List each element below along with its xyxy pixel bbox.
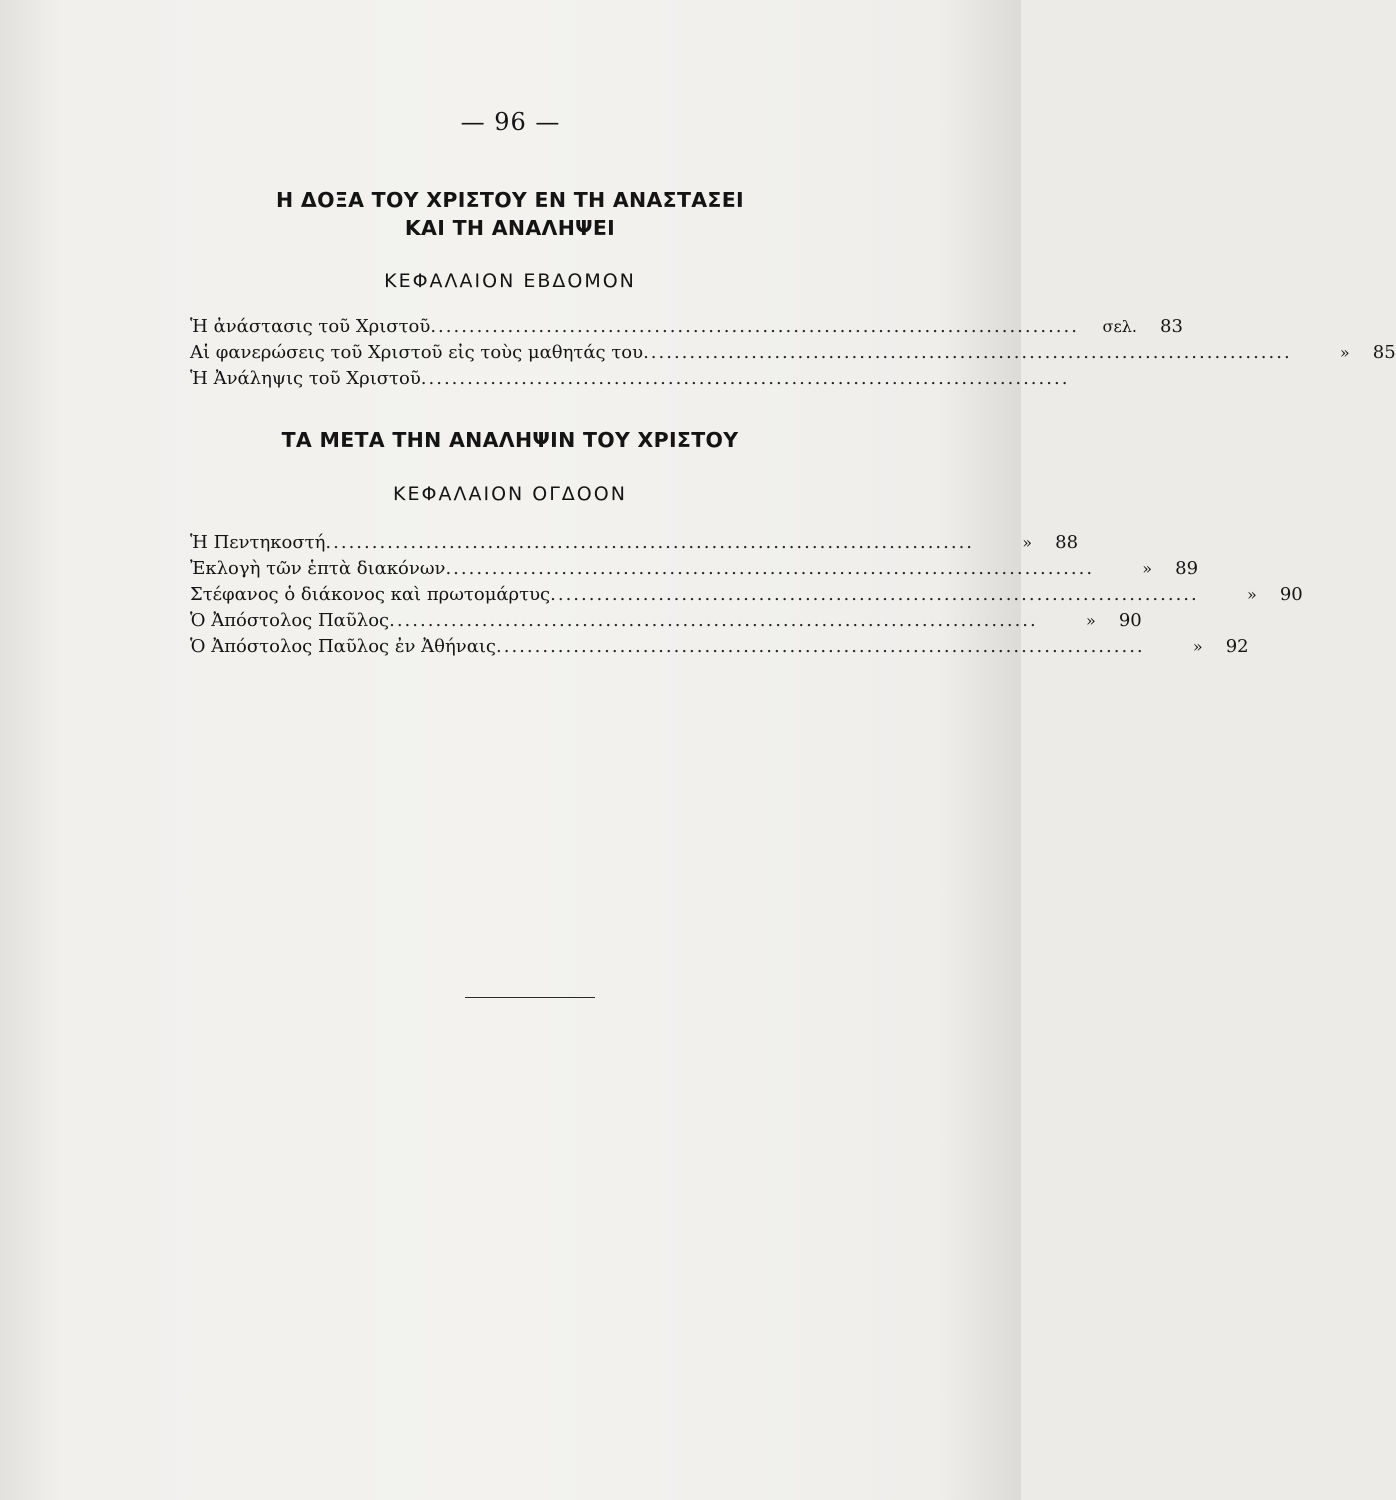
section-title-line-2: ΚΑΙ ΤΗ ΑΝΑΛΗΨΕΙ <box>404 216 616 240</box>
toc-list <box>190 530 1303 660</box>
toc-entry-mark: » <box>1192 637 1203 656</box>
toc-entry-mark: » <box>1085 611 1096 630</box>
toc-entry-label: Ἡ Ἀνάληψις τοῦ Χριστοῦ <box>190 368 421 389</box>
toc-entry <box>190 634 1249 660</box>
leader-dots: .................................................................................... <box>643 342 1292 363</box>
toc-entry-page: 90 <box>1279 584 1303 605</box>
end-rule <box>465 997 595 998</box>
toc-entry-page: 85 <box>1372 342 1396 363</box>
toc-entry <box>190 530 1079 556</box>
toc-list <box>190 314 1396 392</box>
page-number: — 96 — <box>460 108 561 136</box>
leader-dots: .................................................................................... <box>420 368 1070 389</box>
toc-entry-mark: » <box>1022 533 1033 552</box>
toc-entry-page: 83 <box>1160 316 1183 337</box>
toc-entry-page: 90 <box>1118 610 1142 631</box>
leader-dots: .................................................................................... <box>445 558 1095 579</box>
toc-entry-mark: » <box>1246 585 1257 604</box>
leader-dots: .................................................................................... <box>325 532 975 553</box>
chapter-heading: ΚΕΦΑΛΑΙΟΝ ΟΓΔΟΟΝ <box>393 483 627 505</box>
toc-entry-label: Αἱ φανερώσεις τοῦ Χριστοῦ εἰς τοὺς μαθητάς του <box>190 342 644 363</box>
toc-entry-page: 92 <box>1225 636 1249 657</box>
toc-entry-label: Ἡ Πεντηκοστή <box>190 532 326 553</box>
toc-entry-mark: » <box>1339 343 1350 362</box>
toc-entry <box>190 314 1183 340</box>
leader-dots: .................................................................................... <box>550 584 1199 605</box>
leader-dots: .................................................................................... <box>496 636 1145 657</box>
toc-entry-label: Ἐκλογὴ τῶν ἑπτὰ διακόνων <box>190 558 446 579</box>
toc-entry <box>190 340 1396 366</box>
toc-entry-mark: » <box>1142 559 1153 578</box>
leader-dots: .................................................................................... <box>430 316 1079 337</box>
toc-entry <box>190 608 1142 634</box>
section-title: ΤΑ ΜΕΤΑ ΤΗΝ ΑΝΑΛΗΨΙΝ ΤΟΥ ΧΡΙΣΤΟΥ <box>281 428 739 452</box>
toc-entry <box>190 366 1070 392</box>
toc-entry-label: Ἡ ἀνάστασις τοῦ Χριστοῦ <box>190 316 431 337</box>
chapter-heading: ΚΕΦΑΛΑΙΟΝ ΕΒΔΟΜΟΝ <box>384 270 636 292</box>
toc-entry-label: Ὁ Ἀπόστολος Παῦλος ἐν Ἀθήναις <box>190 636 497 657</box>
section-title-line-1: Η ΔΟΞΑ ΤΟΥ ΧΡΙΣΤΟΥ ΕΝ ΤΗ ΑΝΑΣΤΑΣΕΙ <box>276 188 744 212</box>
toc-entry <box>190 582 1303 608</box>
toc-entry <box>190 556 1199 582</box>
toc-entry-page: 88 <box>1055 532 1079 553</box>
toc-entry-mark: σελ. <box>1102 317 1137 336</box>
toc-entry-page: 89 <box>1175 558 1199 579</box>
toc-entry-label: Στέφανος ὁ διάκονος καὶ πρωτομάρτυς <box>190 584 551 605</box>
toc-entry-label: Ὁ Ἀπόστολος Παῦλος <box>190 610 390 631</box>
leader-dots: .................................................................................... <box>389 610 1038 631</box>
